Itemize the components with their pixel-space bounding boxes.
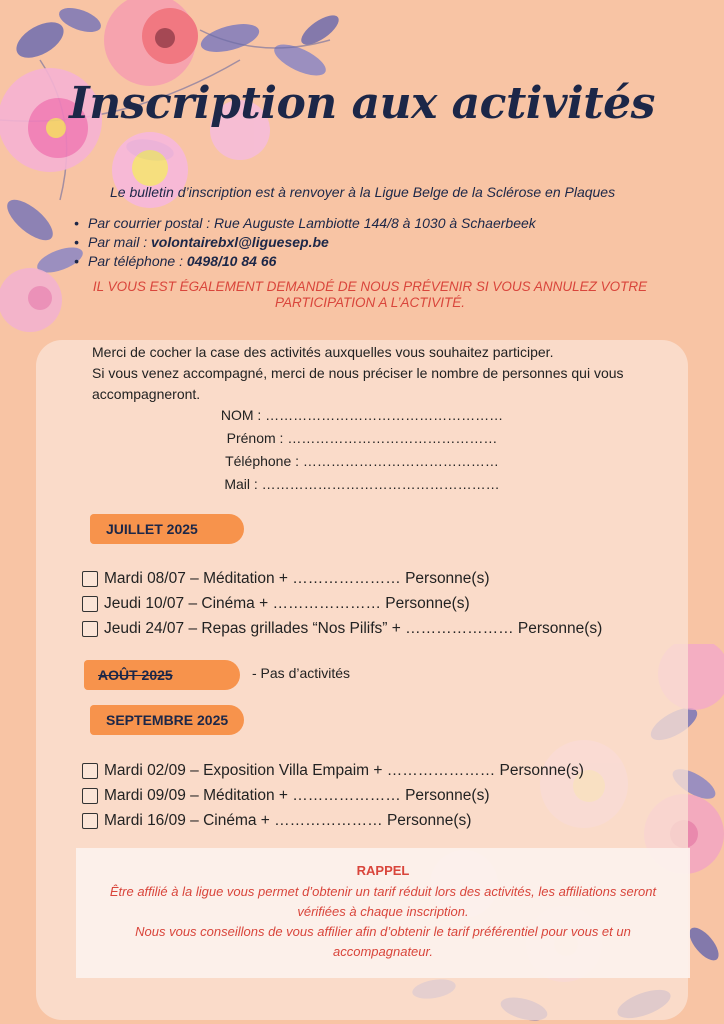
phone-number: 0498/10 84 66: [186, 253, 277, 269]
activity-item: Jeudi 24/07 – Repas grillades “Nos Pilifs” + ………………… Personne(s): [82, 616, 602, 641]
name-field[interactable]: NOM : ……………………………………………: [220, 407, 504, 423]
page-title: Inscription aux activités: [69, 78, 655, 129]
cancellation-warning: IL VOUS EST ÉGALEMENT DEMANDÉ DE NOUS PRÉVENIR SI VOUS ANNULEZ VOTRE PARTICIPATION A L’ACTIVITÉ.: [92, 279, 648, 310]
contact-list: [72, 214, 536, 271]
activity-item: Mardi 02/09 – Exposition Villa Empaim + ………………… Personne(s): [82, 758, 584, 783]
august-no-activities: - Pas d’activités: [252, 665, 351, 681]
month-header-august: AOÛT 2025: [84, 660, 240, 690]
reminder-text: Nous vous conseillons de vous affilier afin d’obtenir le tarif préférentiel pour vous et un accompagnateur.: [135, 924, 631, 959]
september-activity-list: [82, 758, 584, 833]
contact-postal: • Par courrier postal : Rue Auguste Lambiotte 144/8 à 1030 à Schaerbeek: [72, 214, 536, 233]
activity-item: Mardi 16/09 – Cinéma + ………………… Personne(s): [82, 808, 584, 833]
instruction-line: Si vous venez accompagné, merci de nous préciser le nombre de personnes qui vous accompagneront.: [92, 365, 624, 402]
reminder-box: [76, 848, 690, 978]
contact-email: • Par mail : volontairebxl@liguesep.be: [72, 233, 536, 252]
instruction-line: Merci de cocher la case des activités auxquelles vous souhaitez participer.: [92, 344, 554, 360]
email-link[interactable]: volontairebxl@liguesep.be: [151, 234, 329, 250]
activity-checkbox[interactable]: [82, 596, 98, 612]
reminder-title: RAPPEL: [356, 863, 410, 878]
activity-item: Mardi 09/09 – Méditation + ………………… Personne(s): [82, 783, 584, 808]
instructions: [92, 342, 672, 405]
intro-text: Le bulletin d’inscription est à renvoyer à la Ligue Belge de la Sclérose en Plaques: [110, 184, 616, 200]
activity-checkbox[interactable]: [82, 763, 98, 779]
identity-fields: [0, 404, 724, 496]
month-header-september: SEPTEMBRE 2025: [90, 705, 244, 735]
mail-field[interactable]: Mail : ……………………………………………: [224, 476, 500, 492]
activity-item: Jeudi 10/07 – Cinéma + ………………… Personne(s): [82, 591, 602, 616]
phone-field[interactable]: Téléphone : ……………………………………: [225, 453, 499, 469]
activity-checkbox[interactable]: [82, 621, 98, 637]
activity-checkbox[interactable]: [82, 788, 98, 804]
contact-phone: • Par téléphone : 0498/10 84 66: [72, 252, 536, 271]
july-activity-list: [82, 566, 602, 641]
activity-checkbox[interactable]: [82, 813, 98, 829]
month-header-july: JUILLET 2025: [90, 514, 244, 544]
activity-item: Mardi 08/07 – Méditation + ………………… Personne(s): [82, 566, 602, 591]
reminder-text: Être affilié à la ligue vous permet d’obtenir un tarif réduit lors des activités, les affiliations seront vérifiées à chaque inscription.: [109, 884, 657, 919]
firstname-field[interactable]: Prénom : ………………………………………: [226, 430, 498, 446]
activity-checkbox[interactable]: [82, 571, 98, 587]
